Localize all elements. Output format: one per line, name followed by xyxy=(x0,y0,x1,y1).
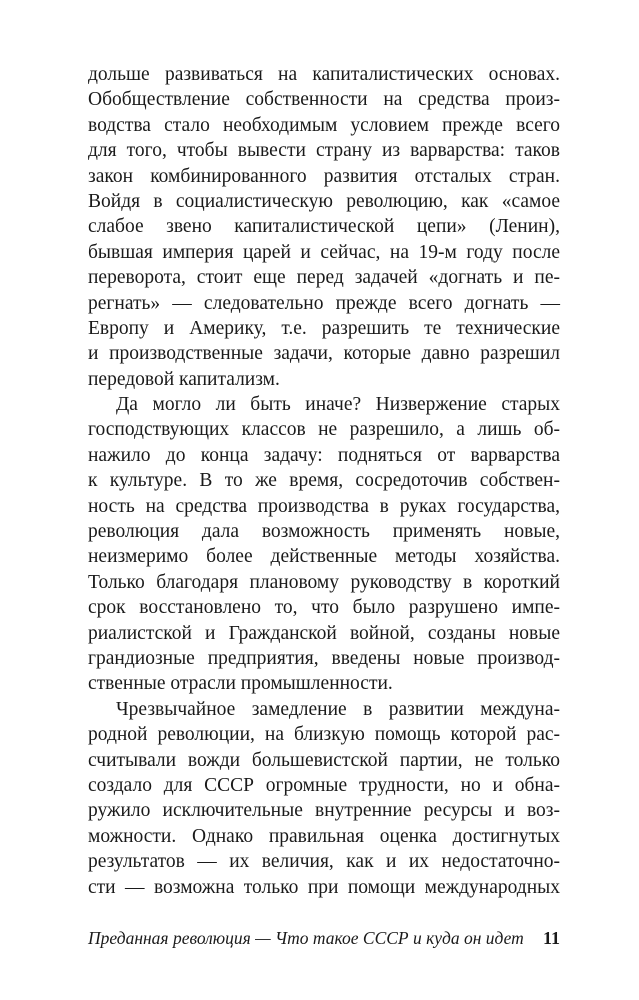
text-line: господствующих классов не разрешило, а лишь об- xyxy=(88,419,560,441)
text-line: грандиозные предприятия, введены новые производ- xyxy=(88,647,560,669)
text-line: срок восстановлено то, что было разрушено импе- xyxy=(88,597,560,619)
text-line: Только благодаря плановому руководству в короткий xyxy=(88,571,560,593)
page-footer xyxy=(88,928,560,954)
text-line: революция дала возможность применять новые, xyxy=(88,521,560,543)
text-line: ность на средства производства в руках государства, xyxy=(88,495,560,517)
text-line: бывшая империя царей и сейчас, на 19-м году после xyxy=(88,241,560,263)
text-line: неизмеримо более действенные методы хозяйства. xyxy=(88,546,560,568)
text-line: создало для СССР огромные трудности, но и обна- xyxy=(88,774,560,796)
text-line: результатов — их величия, как и их недостаточно- xyxy=(88,851,560,873)
text-line: для того, чтобы вывести страну из варварства: таков xyxy=(88,140,560,162)
text-line: и производственные задачи, которые давно разрешил xyxy=(88,343,560,365)
text-line: Европу и Америку, т.е. разрешить те технические xyxy=(88,317,560,339)
paragraph xyxy=(88,392,560,697)
text-line: ружило исключительные внутренние ресурсы и воз- xyxy=(88,800,560,822)
text-line: Да могло ли быть иначе? Низвержение старых xyxy=(116,394,560,416)
page-number: 11 xyxy=(542,928,560,948)
paragraph xyxy=(88,62,560,392)
text-line: дольше развиваться на капиталистических основах. xyxy=(88,64,560,85)
text-line: риалистской и Гражданской войной, созданы новые xyxy=(88,622,560,644)
text-line: нажило до конца задачу: подняться от варварства xyxy=(88,444,560,466)
text-line: Обобществление собственности на средства произ- xyxy=(88,89,560,111)
text-line: водства стало необходимым условием прежде всего xyxy=(88,114,560,136)
text-line: к культуре. В то же время, сосредоточив собствен- xyxy=(88,470,560,492)
text-line: передовой капитализм. xyxy=(88,368,280,390)
text-line: слабое звено капиталистической цепи» (Ленин), xyxy=(88,216,560,238)
text-line: закон комбинированного развития отсталых стран. xyxy=(88,165,560,187)
running-title: Преданная революция — Что такое СССР и куда он идет xyxy=(88,928,524,948)
paragraph xyxy=(88,697,560,900)
text-line: считывали вожди большевистской партии, не только xyxy=(88,749,560,771)
text-line: родной революции, на близкую помощь которой рас- xyxy=(88,724,560,746)
text-line: Войдя в социалистическую революцию, как «самое xyxy=(88,190,560,212)
text-line: ственные отрасли промышленности. xyxy=(88,673,393,695)
text-line: можности. Однако правильная оценка достигнутых xyxy=(88,825,560,847)
body-text xyxy=(88,62,560,900)
text-line: регнать» — следовательно прежде всего догнать — xyxy=(88,292,560,314)
text-line: сти — возможна только при помощи международных xyxy=(88,876,560,898)
text-line: Чрезвычайное замедление в развитии междуна- xyxy=(116,698,560,720)
text-line: переворота, стоит еще перед задачей «догнать и пе- xyxy=(88,267,560,289)
